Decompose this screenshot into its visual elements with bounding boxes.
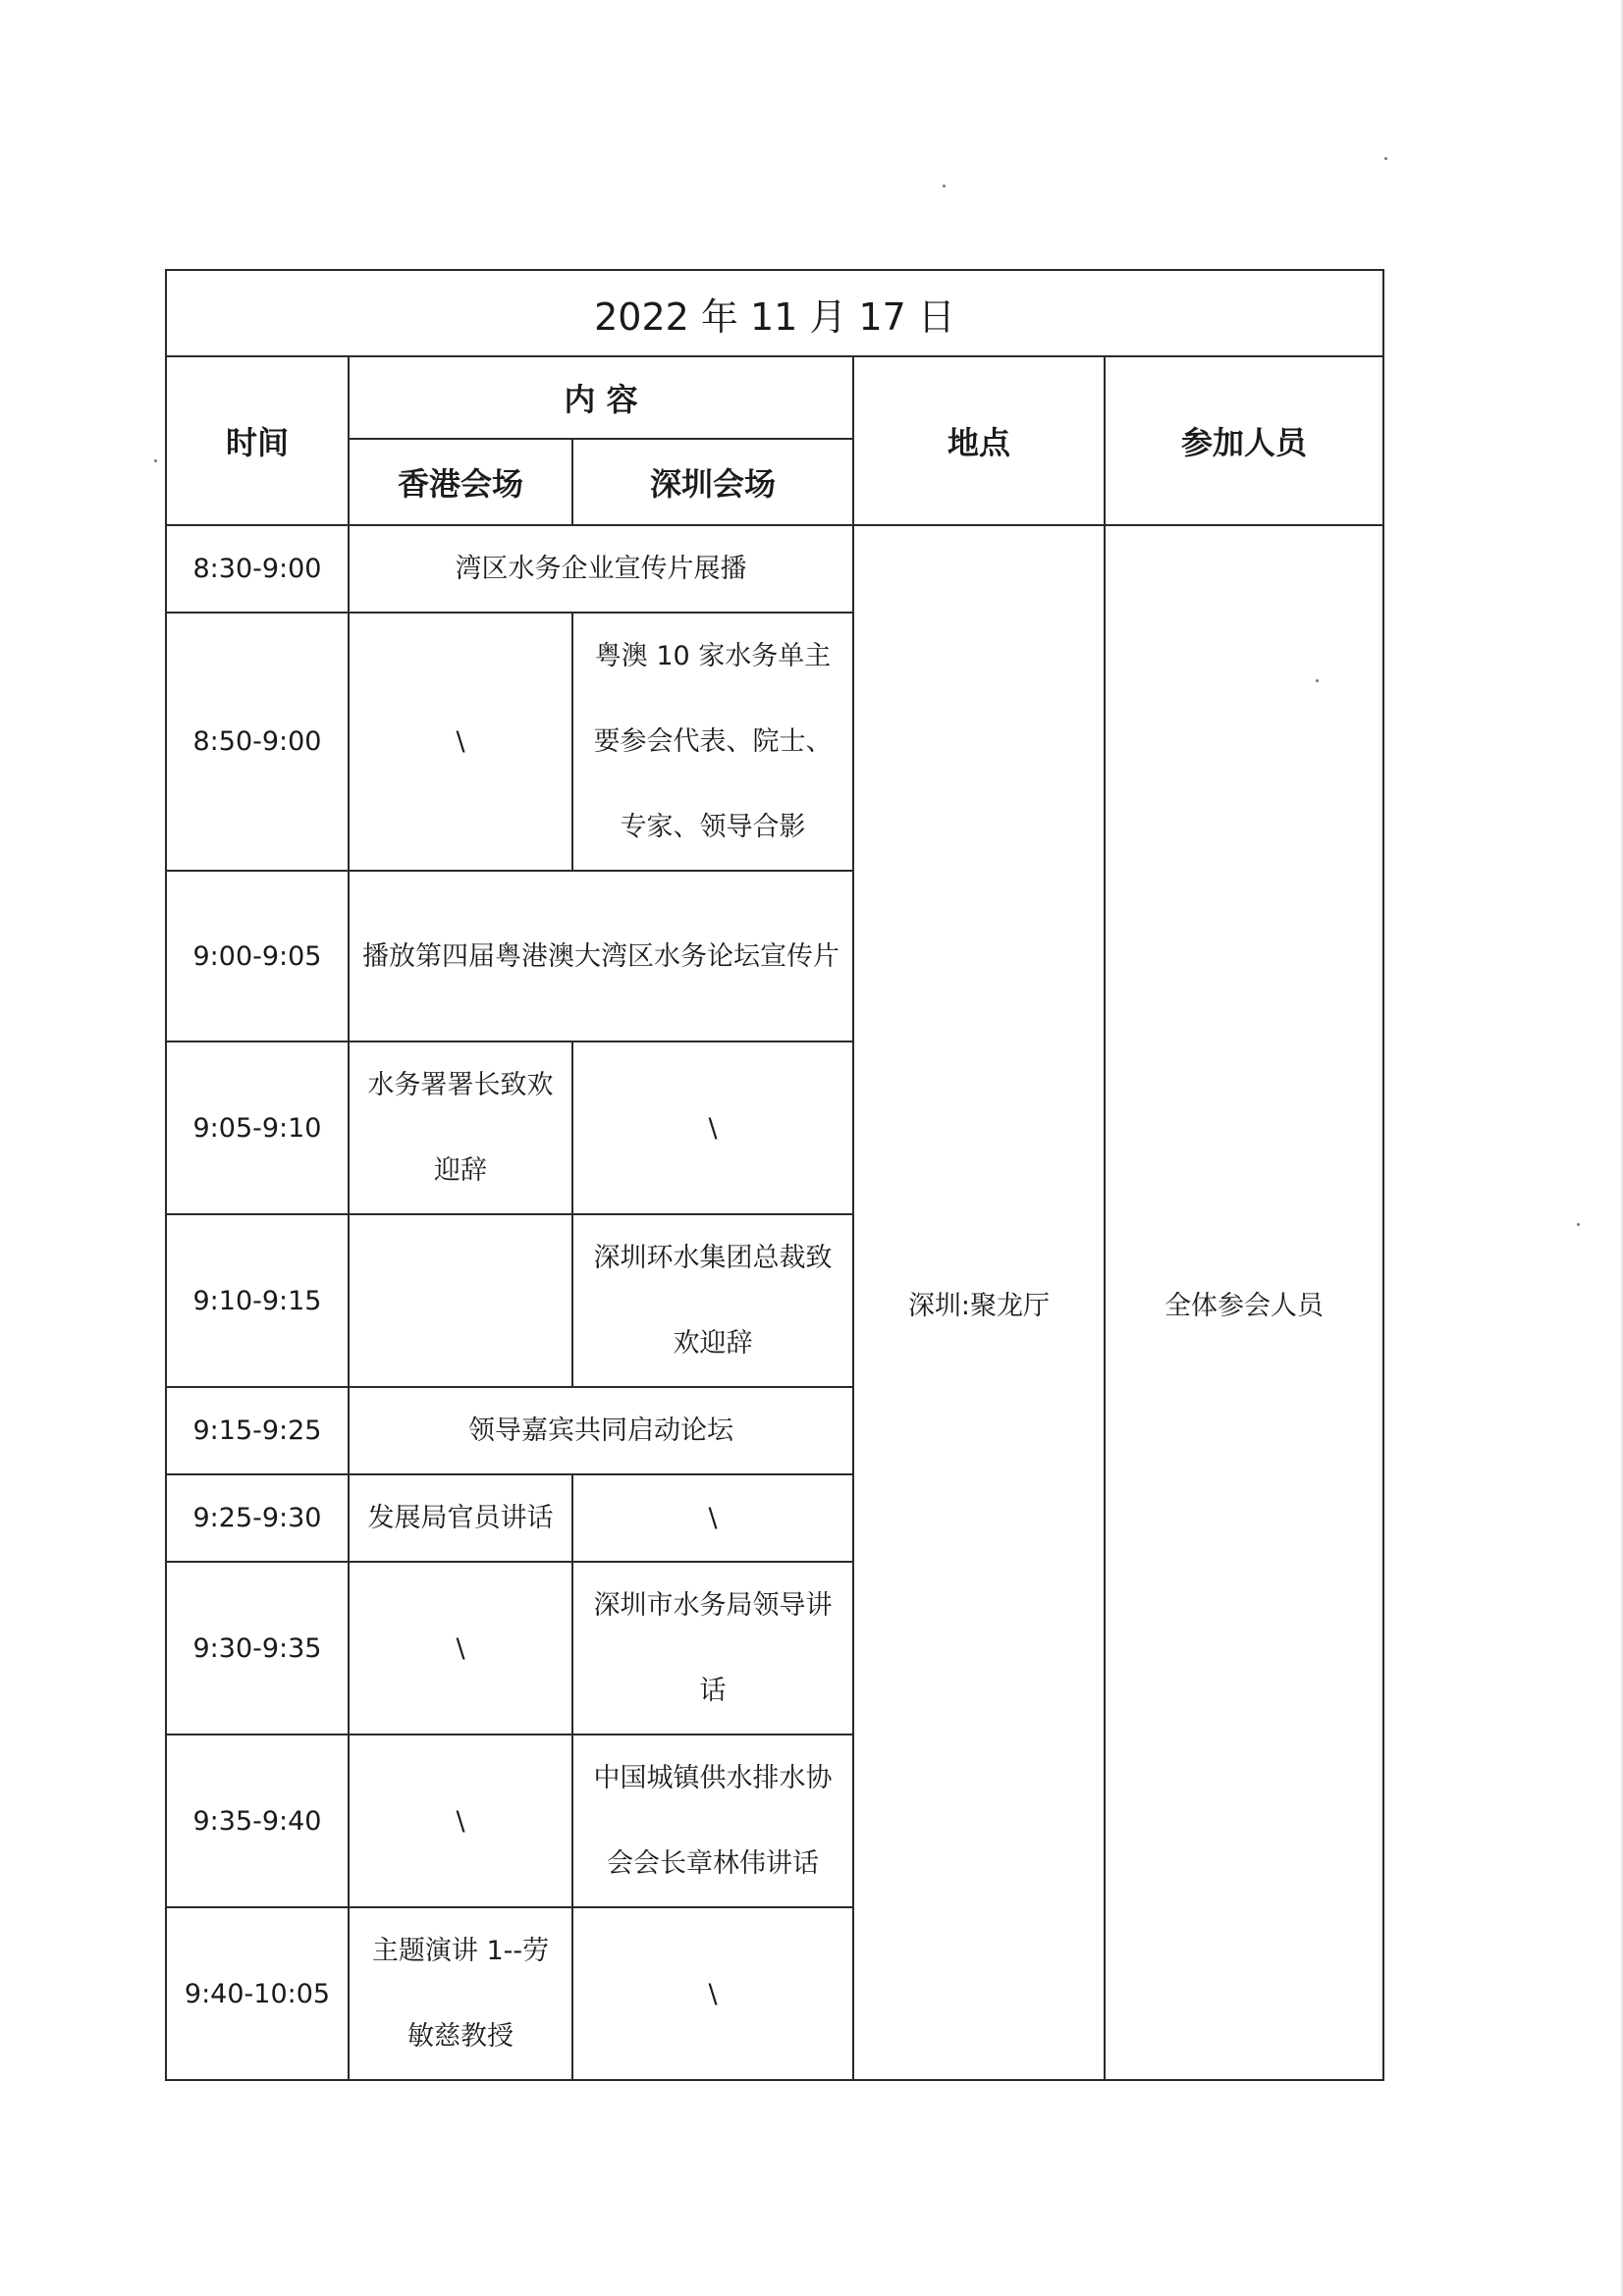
scan-speck	[1577, 1223, 1580, 1226]
hk-cell: \	[349, 1735, 572, 1907]
sz-cell: \	[572, 1907, 853, 2080]
content-cell: 湾区水务企业宣传片展播	[349, 525, 853, 613]
date-row	[166, 270, 1383, 356]
header-hk-venue: 香港会场	[349, 439, 572, 525]
time-cell: 8:50-9:00	[166, 613, 349, 871]
time-cell: 9:00-9:05	[166, 871, 349, 1041]
hk-cell: \	[349, 1562, 572, 1735]
hk-cell: \	[349, 613, 572, 871]
time-cell: 9:30-9:35	[166, 1562, 349, 1735]
sz-cell: \	[572, 1041, 853, 1214]
header-time: 时间	[166, 356, 349, 525]
content-cell: 播放第四届粤港澳大湾区水务论坛宣传片	[349, 871, 853, 1041]
time-cell: 9:15-9:25	[166, 1387, 349, 1474]
sz-cell: 粤澳 10 家水务单主要参会代表、院士、专家、领导合影	[572, 613, 853, 871]
time-cell: 8:30-9:00	[166, 525, 349, 613]
header-location: 地点	[853, 356, 1105, 525]
table-row	[166, 525, 1383, 613]
participants-cell: 全体参会人员	[1105, 525, 1383, 2080]
location-cell: 深圳:聚龙厅	[853, 525, 1105, 2080]
schedule-table	[165, 269, 1384, 2081]
hk-cell	[349, 1214, 572, 1387]
header-participants: 参加人员	[1105, 356, 1383, 525]
time-cell: 9:25-9:30	[166, 1474, 349, 1562]
scan-speck	[1384, 157, 1387, 160]
hk-cell: 主题演讲 1--劳敏慈教授	[349, 1907, 572, 2080]
content-cell: 领导嘉宾共同启动论坛	[349, 1387, 853, 1474]
scan-speck	[943, 185, 946, 187]
time-cell: 9:35-9:40	[166, 1735, 349, 1907]
scan-speck	[154, 459, 157, 462]
header-row	[166, 356, 1383, 439]
header-sz-venue: 深圳会场	[572, 439, 853, 525]
sz-cell: 中国城镇供水排水协会会长章林伟讲话	[572, 1735, 853, 1907]
sz-cell: \	[572, 1474, 853, 1562]
time-cell: 9:10-9:15	[166, 1214, 349, 1387]
sz-cell: 深圳环水集团总裁致欢迎辞	[572, 1214, 853, 1387]
date-title: 2022 年 11 月 17 日	[166, 270, 1383, 356]
sz-cell: 深圳市水务局领导讲话	[572, 1562, 853, 1735]
time-cell: 9:05-9:10	[166, 1041, 349, 1214]
hk-cell: 水务署署长致欢迎辞	[349, 1041, 572, 1214]
header-content: 内 容	[349, 356, 853, 439]
time-cell: 9:40-10:05	[166, 1907, 349, 2080]
hk-cell: 发展局官员讲话	[349, 1474, 572, 1562]
